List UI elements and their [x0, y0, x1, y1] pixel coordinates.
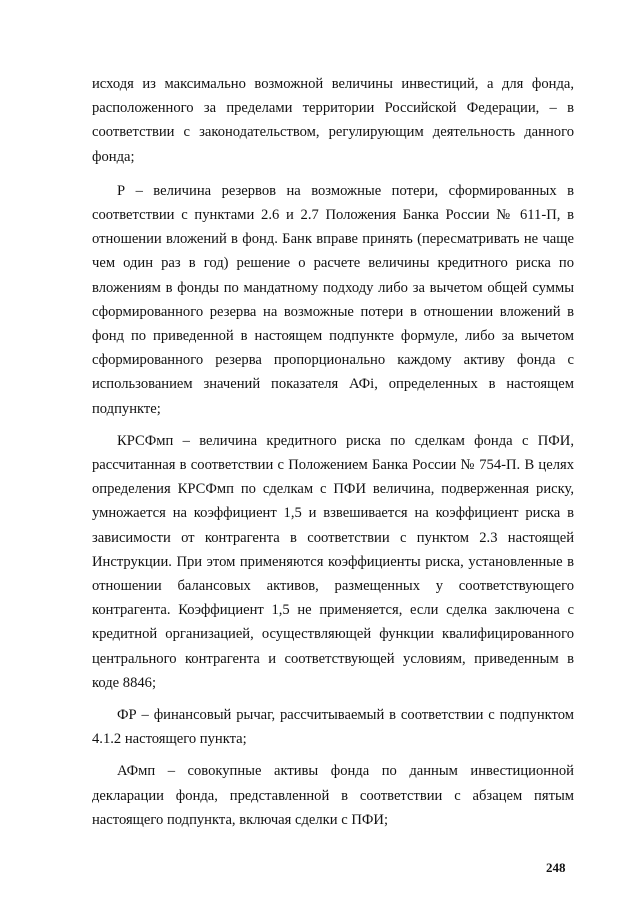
paragraph-fr-definition: ФР – финансовый рычаг, рассчитываемый в соответствии с подпунктом 4.1.2 настоящего пункта; — [92, 707, 574, 748]
paragraph-p-definition: Р – величина резервов на возможные потери, сформированных в соответствии с пунктами 2.6 и 2.7 Положения Банка России № 611-П, в отношении вложений в фонд. Банк вправе принять (пересматривать не чаще чем один раз в год) решение о расчете величины кредитного риска по вложениям в фонды по мандатному подходу либо за вычетом общей суммы сформированного резерва на возможные потери в отношении вложений в фонд по приведенной в настоящем подпункте формуле, либо за вычетом сформированного резерва пропорционально каждому активу фонда с использованием значений показателя АФi, определенных в настоящем подпункте; — [92, 182, 574, 417]
paragraph-afmp-definition: АФмп – совокупные активы фонда по данным инвестиционной декларации фонда, представленной в соответствии с абзацем пятым настоящего подпункта, включая сделки с ПФИ; — [92, 763, 574, 828]
body-text — [92, 72, 574, 840]
paragraph-krsfmp-definition: КРСФмп – величина кредитного риска по сделкам фонда с ПФИ, рассчитанная в соответствии с Положением Банка России № 754-П. В целях определения КРСФмп по сделкам с ПФИ величина, подверженная риску, умножается на коэффициент 1,5 и взвешивается на коэффициент риска в зависимости от контрагента в соответствии с пунктом 2.3 настоящей Инструкции. При этом применяются коэффициенты риска, установленные в отношении балансовых активов, размещенных у соответствующего контрагента. Коэффициент 1,5 не применяется, если сделка заключена с кредитной организацией, осуществляющей функции квалифицированного центрального контрагента и соответствующей условиям, приведенным в коде 8846; — [92, 432, 574, 691]
page-number: 248 — [546, 860, 566, 875]
paragraph-continuation: исходя из максимально возможной величины инвестиций, а для фонда, расположенного за пределами территории Российской Федерации, – в соответствии с законодательством, регулирующим деятельность данного фонда; — [92, 76, 574, 165]
